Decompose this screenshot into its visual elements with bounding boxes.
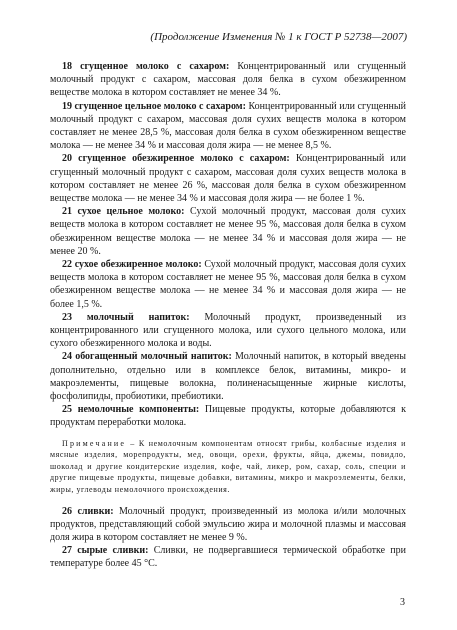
definition-text: Молочный продукт, произведенный из молока и/или молочных продуктов, представляющий собой эмульсию жира и молочной плазмы и массовая доля жира в котором составляет не менее 9 %. [50,505,406,544]
definition-25 [50,403,406,429]
running-header: (Продолжение Изменения № 1 к ГОСТ Р 52738—2007) [150,31,407,43]
term: 21 сухое цельное молоко: [62,206,185,218]
definition-text: Сухой молочный продукт, массовая доля сухих веществ молока в котором составляет не менее 95 %, массовая доля белка в сухом обезжиренном веществе молока — не менее 34 % и массовая доля жира — не более 1,5 %. [50,259,406,310]
definition-text: Концентрированный или сгущенный молочный продукт с сахаром, массовая доля белка в сухом обезжиренном веществе молока в котором составляет не менее 34 %. [50,61,406,99]
document-body [50,60,406,571]
definition-21 [50,205,406,258]
term: 23 молочный напиток: [62,311,190,323]
term: 22 сухое обезжиренное молоко: [62,259,202,271]
note-label: Примечание [62,438,127,448]
term: 25 немолочные компоненты: [62,404,200,416]
definition-18 [50,60,406,100]
page-number: 3 [400,597,405,608]
definition-text: Молочный продукт, произведенный из концентрированного или сгущенного молока, или сухого цельного молока, или сухого обезжиренного молока и воды. [50,311,406,350]
term: 24 обогащенный молочный напиток: [62,351,232,363]
term: 27 сырые сливки: [62,545,149,557]
definition-text: Молочный напиток, в который введены дополнительно, отдельно или в комплексе белок, витамины, микро- и макроэлементы, пищевые волокна, полиненасыщенные жирные кислоты, фосфолипиды, пробиотики, пребиотики. [50,351,406,403]
definition-19 [50,100,406,153]
term: 19 сгущенное цельное молоко с сахаром: [62,100,246,112]
definition-27 [50,544,406,570]
term: 18 сгущенное молоко с сахаром: [62,61,230,72]
term: 20 сгущенное обезжиренное молоко с сахаром: [62,153,290,165]
term: 26 сливки: [62,505,114,517]
definition-24 [50,350,406,403]
note-text: – К немолочным компонентам относят грибы, колбасные изделия и мясные изделия, морепродукты, мед, овощи, орехи, фрукты, яйца, джемы, повидло, шоколад и другие кондитерские изделия, кофе, чай, ликер, ром, сахар, соль, специи и другие пищевые продукты, пищевые добавки, витамины, микро и макроэлементы, белки, жиры, углеводы немолочного происхождения. [50,438,406,495]
definition-20 [50,152,406,205]
definition-text: Концентрированный или сгущенный молочный продукт с сахаром, массовая доля сухих веществ молока в котором составляет не менее 26 %, массовая доля белка в сухом обезжиренном веществе молока — не менее 34 % и массовая доля жира — не более 1 %. [50,153,406,205]
definition-text: Сливки, не подвергавшиеся термической обработке при температуре более 45 °С. [50,545,406,570]
definition-23 [50,311,406,351]
definition-22 [50,258,406,311]
note [50,438,406,496]
definition-text: Сухой молочный продукт, массовая доля сухих веществ молока в котором составляет не менее 95 %, массовая доля белка в сухом обезжиренном веществе молока — не менее 34 % и массовая доля жира — не менее 20 %. [50,206,406,257]
definition-26 [50,505,406,545]
definition-text: Пищевые продукты, которые добавляются к продуктам переработки молока. [50,404,406,429]
definition-text: Концентрированный или сгущенный молочный продукт с сахаром, массовая доля сухих веществ молока в котором составляет не менее 28,5 %, массовая доля белка в сухом обезжиренном веществе молока — не менее 34 % и массовая доля жира — не менее 8,5 %. [50,100,406,152]
